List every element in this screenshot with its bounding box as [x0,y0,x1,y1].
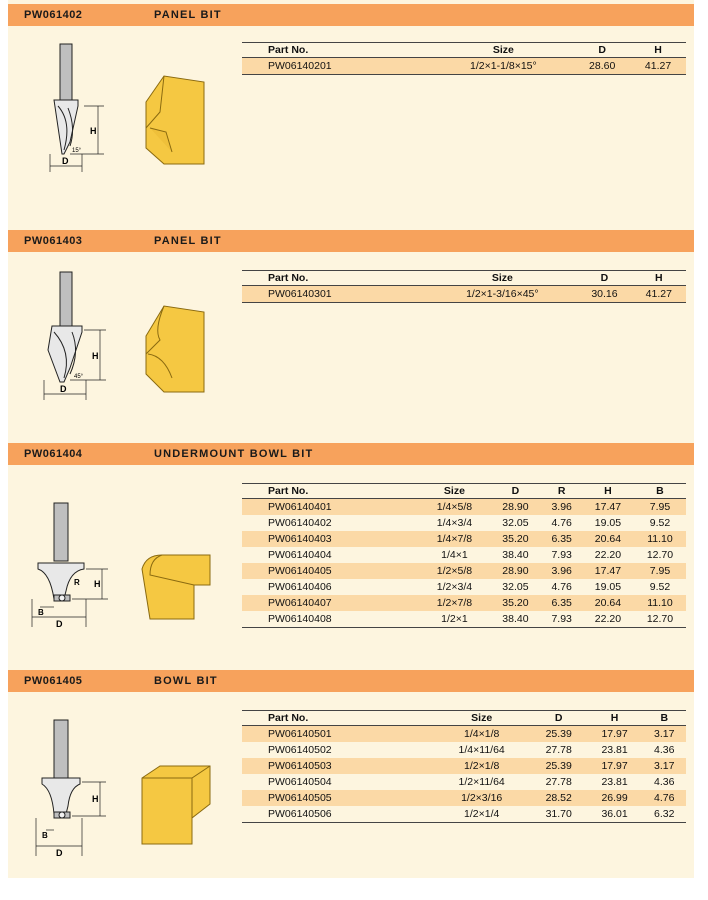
part-number: PW06140407 [242,595,419,611]
h-cell: 22.20 [594,549,622,561]
product-title: UNDERMOUNT BOWL BIT [154,448,314,460]
diameter-label: D [62,156,69,166]
product-code: PW061405 [24,675,83,687]
size-cell: 1/2×11/64 [458,776,505,788]
b-label: B [42,831,48,840]
product-section-pw061402 [8,4,694,166]
h-cell: 20.64 [582,531,634,547]
wood-profile-icon [146,306,204,392]
height-label: H [92,351,99,361]
b-cell: 9.52 [649,581,671,593]
wood-profile-icon [146,76,204,164]
part-number: PW06140501 [242,726,433,743]
column-header: D [489,484,541,499]
table-row [242,774,686,790]
section-header [8,230,694,252]
bowl-bit-diagram [24,718,224,864]
table-row [242,515,686,531]
wood-profile-icon [142,555,210,619]
product-section-pw061404 [8,443,694,629]
product-title: BOWL BIT [154,675,218,687]
specs-table [242,710,686,823]
part-number: PW06140505 [242,790,433,806]
size-cell: 1/4×1 [441,549,468,561]
size-cell: 1/2×1/4 [433,806,531,823]
diameter-label: D [60,384,67,394]
d-cell: 32.05 [502,581,529,593]
r-cell: 6.35 [541,595,581,611]
d-cell: 25.39 [531,726,587,743]
part-number: PW06140506 [242,806,433,823]
r-cell: 3.96 [541,499,581,516]
h-cell: 17.47 [582,499,634,516]
table-row [242,286,686,303]
size-cell: 1/4×1/8 [433,726,531,743]
diameter-label: D [56,619,63,629]
d-cell: 32.05 [502,517,529,529]
d-cell: 35.20 [489,531,541,547]
table-row [242,726,686,743]
d-cell: 28.90 [489,563,541,579]
d-cell: 28.60 [574,58,630,75]
column-header: Part No. [242,43,433,58]
product-title: PANEL BIT [154,235,222,247]
part-number: PW06140406 [268,581,332,593]
b-cell: 4.36 [654,744,675,756]
size-cell: 1/2×1-3/16×45° [427,286,577,303]
part-number: PW06140504 [268,776,332,788]
size-cell: 1/2×3/4 [436,581,473,593]
height-label: H [90,126,97,136]
product-code: PW061403 [24,235,83,247]
column-header: Size [433,43,575,58]
r-cell: 7.93 [541,611,581,628]
diameter-label: D [56,848,63,858]
h-cell: 17.97 [587,758,643,774]
table-row [242,758,686,774]
d-cell: 28.52 [531,790,587,806]
undermount-bowl-bit-diagram [24,499,224,639]
b-cell: 12.70 [646,549,674,561]
h-cell: 22.20 [582,611,634,628]
part-number: PW06140401 [242,499,419,516]
h-cell: 23.81 [601,776,628,788]
d-cell: 28.90 [489,499,541,516]
part-number: PW06140403 [242,531,419,547]
r-cell: 4.76 [551,581,572,593]
wood-profile-icon [142,766,210,844]
column-header: H [632,271,686,286]
h-cell: 26.99 [587,790,643,806]
h-cell: 41.27 [630,58,686,75]
column-header: D [577,271,631,286]
table-row [242,742,686,758]
r-cell: 6.35 [541,531,581,547]
column-header: Size [427,271,577,286]
table-row [242,579,686,595]
size-cell: 1/4×3/4 [436,517,473,529]
column-header: Size [433,711,531,726]
h-cell: 23.81 [601,744,628,756]
column-header: Size [419,484,489,499]
table-row [242,611,686,628]
table-row [242,531,686,547]
part-number: PW06140201 [242,58,433,75]
b-cell: 6.32 [643,806,686,823]
column-header: D [531,711,587,726]
table-row [242,806,686,823]
d-cell: 27.78 [545,744,572,756]
panel-bit-diagram [24,270,224,410]
part-number: PW06140503 [242,758,433,774]
product-code: PW061404 [24,448,83,460]
product-section-pw061405 [8,670,694,858]
section-header [8,443,694,465]
d-cell: 38.40 [489,611,541,628]
height-label: H [94,579,101,589]
column-header: D [574,43,630,58]
size-cell: 1/4×7/8 [419,531,489,547]
b-cell: 11.10 [634,531,686,547]
b-cell: 7.95 [634,499,686,516]
part-number: PW06140408 [242,611,419,628]
table-row [242,595,686,611]
column-header: Part No. [242,711,433,726]
height-label: H [92,794,99,804]
part-number: PW06140402 [268,517,332,529]
panel-bit-diagram [24,42,224,182]
part-number: PW06140405 [242,563,419,579]
radius-label: R [74,578,80,587]
product-section-pw061403 [8,230,694,394]
d-cell: 38.40 [502,549,529,561]
h-cell: 36.01 [587,806,643,823]
size-cell: 1/2×1-1/8×15° [433,58,575,75]
table-row [242,790,686,806]
angle-label: 45° [74,374,84,380]
product-title: PANEL BIT [154,9,222,21]
r-cell: 3.96 [541,563,581,579]
size-cell: 1/2×3/16 [433,790,531,806]
r-cell: 4.76 [551,517,572,529]
column-header: H [587,711,643,726]
specs-table [242,483,686,628]
h-cell: 17.47 [582,563,634,579]
b-cell: 12.70 [634,611,686,628]
b-cell: 11.10 [634,595,686,611]
h-cell: 20.64 [582,595,634,611]
b-cell: 7.95 [634,563,686,579]
part-number: PW06140404 [268,549,332,561]
size-cell: 1/4×11/64 [458,744,505,756]
b-cell: 3.17 [643,758,686,774]
size-cell: 1/2×1 [419,611,489,628]
size-cell: 1/2×5/8 [419,563,489,579]
h-cell: 19.05 [594,581,622,593]
part-number: PW06140502 [268,744,332,756]
section-header [8,670,694,692]
d-cell: 25.39 [531,758,587,774]
column-header: R [541,484,581,499]
column-header: H [630,43,686,58]
b-cell: 3.17 [643,726,686,743]
size-cell: 1/2×7/8 [419,595,489,611]
column-header: B [634,484,686,499]
size-cell: 1/2×1/8 [433,758,531,774]
column-header: Part No. [242,484,419,499]
h-cell: 19.05 [594,517,622,529]
specs-table [242,42,686,75]
product-code: PW061402 [24,9,83,21]
b-cell: 4.76 [643,790,686,806]
b-cell: 4.36 [654,776,675,788]
d-cell: 27.78 [545,776,572,788]
column-header: B [643,711,686,726]
angle-label: 15° [72,148,82,154]
b-label: B [38,608,44,617]
h-cell: 41.27 [632,286,686,303]
column-header: Part No. [242,271,427,286]
section-header [8,4,694,26]
size-cell: 1/4×5/8 [419,499,489,516]
part-number: PW06140301 [242,286,427,303]
h-cell: 17.97 [587,726,643,743]
column-header: H [582,484,634,499]
r-cell: 7.93 [551,549,572,561]
d-cell: 35.20 [489,595,541,611]
table-row [242,499,686,516]
d-cell: 31.70 [531,806,587,823]
table-row [242,58,686,75]
table-row [242,563,686,579]
specs-table [242,270,686,303]
table-row [242,547,686,563]
d-cell: 30.16 [577,286,631,303]
b-cell: 9.52 [649,517,671,529]
